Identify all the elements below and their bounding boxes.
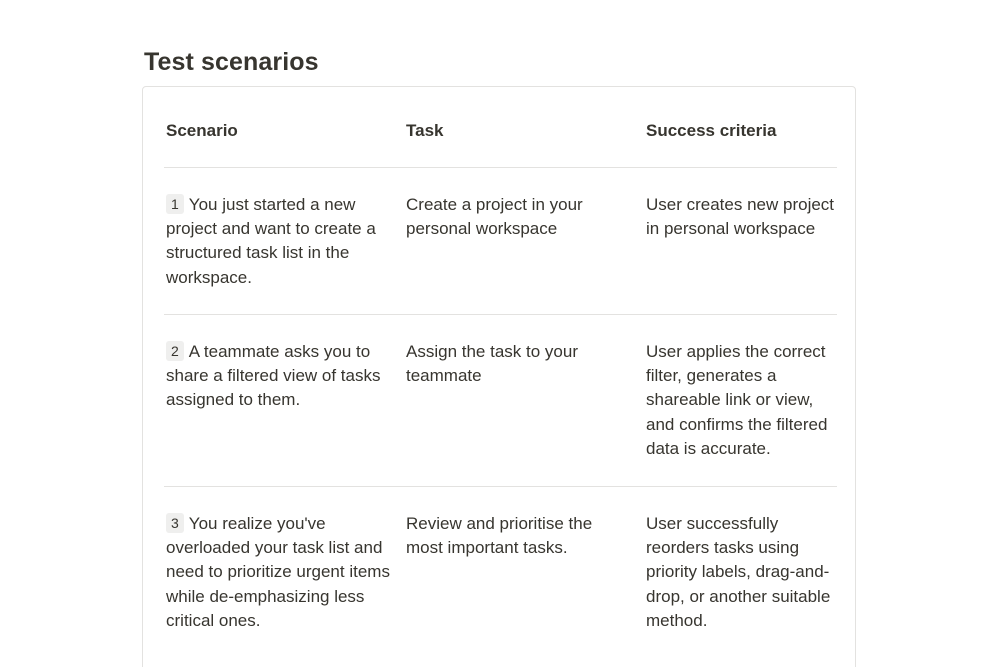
scenario-text: A teammate asks you to share a filtered view of tasks assigned to them. [166, 342, 381, 410]
scenario-number-badge: 2 [166, 341, 184, 361]
table-row [164, 168, 837, 315]
scenario-number-badge: 3 [166, 513, 184, 533]
scenario-cell [164, 487, 404, 667]
scenario-cell [164, 168, 404, 314]
column-header-task: Task [406, 121, 444, 140]
task-cell: Review and prioritise the most important tasks. [406, 514, 593, 558]
task-cell: Assign the task to your teammate [406, 342, 578, 386]
scenario-text: You just started a new project and want to create a structured task list in the workspace. [166, 195, 376, 287]
table-grid [164, 87, 837, 667]
scenario-text: You realize you've overloaded your task list and need to prioritize urgent items while de-emphasizing less critical ones. [166, 514, 390, 630]
task-cell: Create a project in your personal workspace [406, 195, 583, 239]
table-row [164, 315, 837, 487]
success-criteria-cell: User creates new project in personal workspace [646, 195, 835, 239]
scenario-number-badge: 1 [166, 194, 184, 214]
column-header-scenario: Scenario [166, 121, 238, 140]
table-header-row [164, 87, 837, 168]
table-row [164, 487, 837, 667]
column-header-success-criteria: Success criteria [646, 121, 777, 140]
scenario-cell [164, 315, 404, 486]
success-criteria-cell: User successfully reorders tasks using priority labels, drag-and-drop, or another suitable method. [646, 514, 831, 630]
success-criteria-cell: User applies the correct filter, generates a shareable link or view, and confirms the filtered data is accurate. [646, 342, 828, 458]
test-scenarios-table [142, 86, 856, 667]
page-title: Test scenarios [144, 48, 319, 76]
